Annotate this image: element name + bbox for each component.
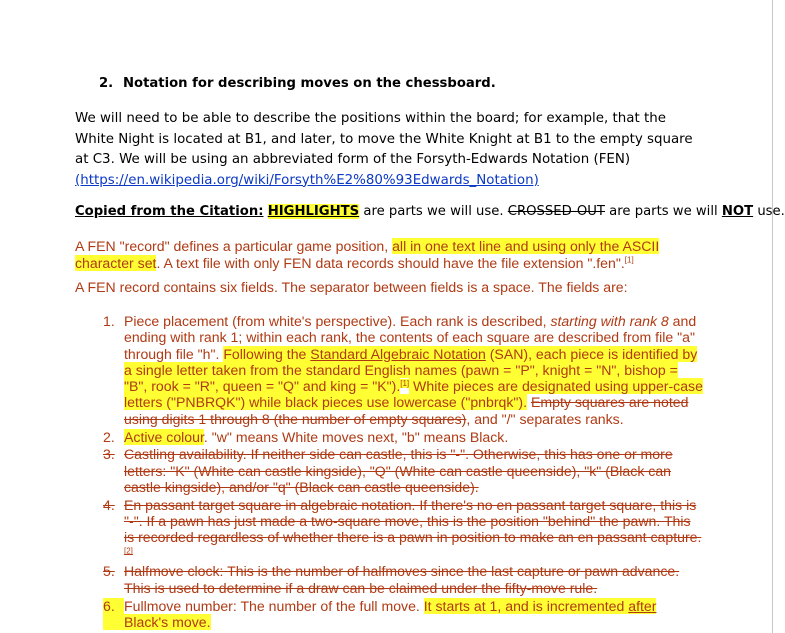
- list-number: 5.: [103, 563, 115, 580]
- item4-text: En passant target square in algebraic notation. If there's no en passant target square, this is "-". If a pawn has just made a two-square move, this is the position "behind" the pawn. This is recorded regardless of whether there is a pawn in position to make an en passant capture.: [124, 496, 702, 546]
- fen-wikipedia-link[interactable]: (https://en.wikipedia.org/wiki/Forsyth%E2%80%93Edwards_Notation): [75, 172, 539, 188]
- intro-text: We will need to be able to describe the positions within the board; for example, that the White Night is located at B1, and later, to move the White Knight at B1 to the empty square at C3. We will be using an abbreviated form of the Forsyth-Edwards Notation (FEN): [75, 111, 693, 167]
- list-number: 6.: [103, 598, 124, 631]
- list-number: 1.: [103, 313, 115, 329]
- citation-legend: [75, 204, 785, 219]
- item1-hl3: White pieces are designated using upper-case letters ("PNBRQK") while black pieces use lowercase ("pnbrqk").: [124, 378, 703, 411]
- footnote-ref[interactable]: [1]: [624, 255, 634, 265]
- list-item: [103, 497, 703, 562]
- citation-mid1: are parts we will use.: [359, 204, 508, 219]
- item1-hl1: Following the: [223, 345, 311, 362]
- crossed-out-label: CROSSED-OUT: [507, 204, 605, 219]
- citation-lead: Copied from the Citation:: [75, 204, 264, 219]
- item1-hl2: (SAN), each piece is identified by a single letter taken from the standard English names (pawn = "P", knight = "N", bishop = "B", rook = "R", queen = "Q" and king = "K").: [124, 345, 698, 395]
- fen-p1-highlight: all in one text line and using only the ASCII character set: [75, 238, 660, 271]
- fen-fields-list: [103, 313, 703, 632]
- item1-strike: Empty squares are noted using digits 1 through 8 (the number of empty squares): [124, 394, 689, 427]
- item1-a: Piece placement (from white's perspective). Each rank is described,: [124, 313, 551, 329]
- list-item: [103, 563, 703, 596]
- footnote-ref[interactable]: [1]: [400, 378, 410, 388]
- item5-text: Halfmove clock: This is the number of halfmoves since the last capture or pawn advance. This is used to determine if a draw can be claimed under the fifty-move rule.: [124, 563, 680, 596]
- item1-c: , and "/" separates ranks.: [466, 410, 624, 427]
- fen-definition-paragraph: [75, 238, 705, 272]
- citation-end: use.: [753, 204, 785, 219]
- citation-mid2: are parts we will: [604, 204, 722, 219]
- section-heading: [99, 76, 496, 91]
- list-number: 2.: [103, 428, 115, 445]
- list-item: [103, 429, 703, 445]
- list-number: 4.: [103, 496, 115, 513]
- not-label: NOT: [721, 204, 754, 219]
- san-link[interactable]: Standard Algebraic Notation: [310, 345, 486, 362]
- fen-fields-paragraph: A FEN record contains six fields. The separator between fields is a space. The fields are:: [75, 279, 628, 295]
- item6-hl: It starts at 1, and is incremented: [423, 597, 629, 614]
- item6-a: Fullmove number: The number of the full move.: [124, 597, 424, 614]
- page-edge: [772, 0, 773, 633]
- item2-rest: . "w" means White moves next, "b" means Black.: [203, 428, 509, 445]
- item6-after: after: [628, 597, 657, 614]
- item1-b: and ending with rank 1; within each rank, the contents of each square are described from file "a" through file "h".: [124, 313, 697, 362]
- footnote-ref[interactable]: [2]: [124, 545, 133, 555]
- item6-hl2: Black's move.: [124, 613, 211, 630]
- fen-p1-a: A FEN "record" defines a particular game position,: [75, 238, 393, 254]
- list-item: [103, 313, 703, 427]
- list-item: [103, 598, 703, 631]
- list-number: 3.: [103, 446, 115, 463]
- fen-p1-b: . A text file with only FEN data records should have the file extension ".fen".: [156, 254, 625, 271]
- item3-text: Castling availability. If neither side can castle, this is "-". Otherwise, this has one or more letters: "K" (White can castle kingside), "Q" (White can castle queenside), "k" (Black can castle kingside), and/or "q" (Black can castle queenside).: [124, 446, 673, 495]
- list-item: [103, 446, 703, 495]
- section-title: Notation for describing moves on the chessboard.: [123, 76, 496, 91]
- highlights-label: HIGHLIGHTS: [267, 204, 360, 219]
- section-number: 2.: [99, 76, 114, 91]
- intro-paragraph: [75, 109, 705, 191]
- item1-em: starting with rank 8: [550, 313, 669, 329]
- item2-hl: Active colour: [124, 428, 204, 445]
